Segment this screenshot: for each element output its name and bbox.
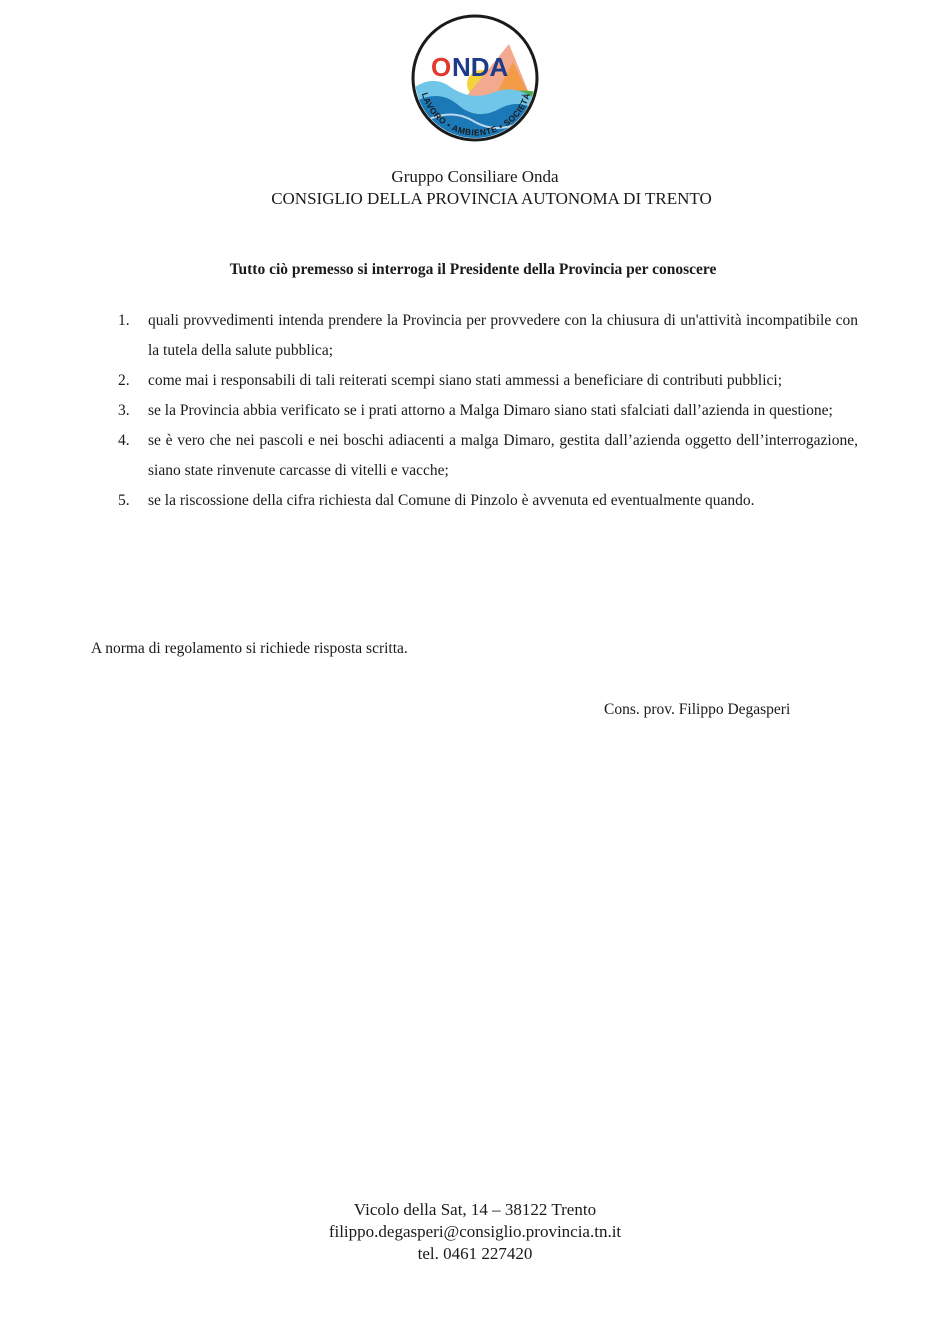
list-item-text: quali provvedimenti intenda prendere la Provincia per provvedere con la chiusura di un'attività incompatibile con la tutela della salute pubblica; [148, 312, 858, 359]
signature: Cons. prov. Filippo Degasperi [604, 701, 791, 718]
onda-logo [397, 4, 553, 160]
closing-request: A norma di regolamento si richiede risposta scritta. [91, 640, 408, 657]
list-item-number: 4. [118, 432, 130, 449]
list-item [118, 366, 858, 396]
list-item-number: 1. [118, 312, 130, 329]
list-item-text: se la riscossione della cifra richiesta dal Comune di Pinzolo è avvenuta ed eventualmente quando. [148, 492, 755, 509]
footer-address: Vicolo della Sat, 14 – 38122 Trento [353, 1200, 597, 1219]
footer-phone: tel. 0461 227420 [417, 1244, 533, 1263]
list-item [118, 486, 858, 516]
list-item-text: come mai i responsabili di tali reiterati scempi siano stati ammessi a beneficiare di contributi pubblici; [148, 372, 783, 389]
group-name: Gruppo Consiliare Onda [391, 167, 559, 186]
onda-logo-graphic [397, 4, 553, 160]
logo-letters: NDA [452, 52, 509, 82]
list-item [118, 396, 858, 426]
list-item-number: 5. [118, 492, 130, 509]
list-item [118, 426, 858, 486]
list-item-text: se è vero che nei pascoli e nei boschi adiacenti a malga Dimaro, gestita dall’azienda oggetto dell’interrogazione, siano state rinvenute carcasse di vitelli e vacche; [148, 432, 858, 479]
footer-contact [0, 1199, 950, 1265]
logo-letter-o: O [431, 52, 452, 82]
list-item-number: 3. [118, 402, 130, 419]
questions-list [118, 306, 858, 516]
footer-email: filippo.degasperi@consiglio.provincia.tn.it [328, 1222, 622, 1241]
premise-heading: Tutto ciò premesso si interroga il Presidente della Provincia per conoscere [229, 261, 717, 278]
council-name: CONSIGLIO DELLA PROVINCIA AUTONOMA DI TRENTO [271, 189, 712, 208]
list-item-number: 2. [118, 372, 130, 389]
list-item [118, 306, 858, 366]
list-item-text: se la Provincia abbia verificato se i prati attorno a Malga Dimaro siano stati sfalciati dall’azienda in questione; [148, 402, 833, 419]
logo-tagline: LAVORO • AMBIENTE • SOCIETÀ [419, 91, 533, 138]
